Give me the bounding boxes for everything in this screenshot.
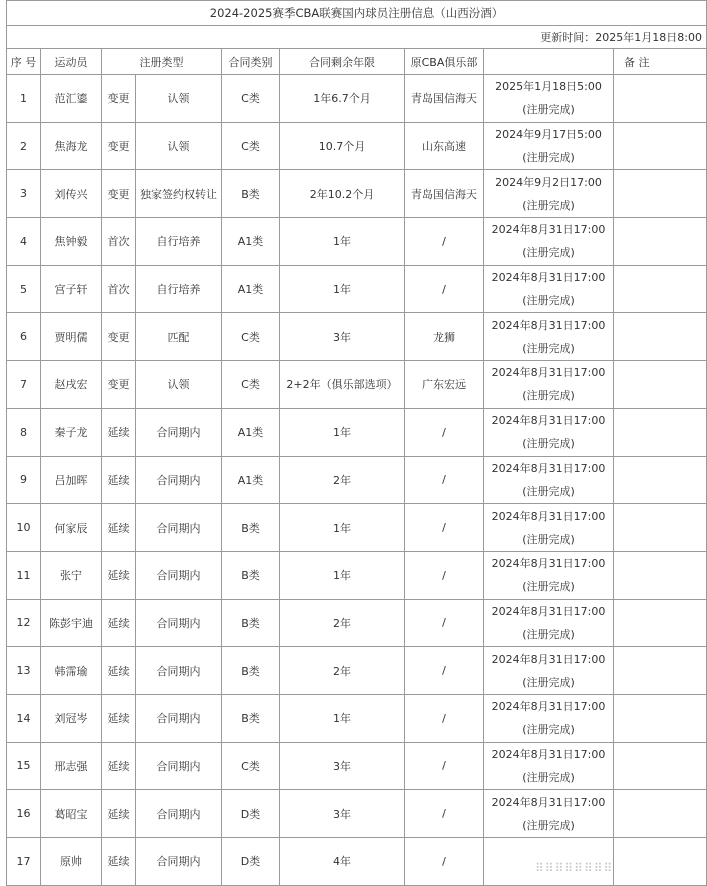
reg-time-text: 2024年8月31日17:00 [491,652,606,666]
reg-time-text: 2024年8月31日17:00 [491,700,606,714]
reg-status-text: (注册完成) [522,294,575,308]
reg-status-text: (注册完成) [522,341,575,355]
cell-player: 秦子龙 [41,408,102,456]
cell-no: 4 [7,218,41,266]
header-row [7,49,707,75]
cell-player: 吕加晖 [41,456,102,504]
cell-note [614,599,707,647]
cell-remaining: 4年 [280,838,405,886]
cell-player: 贾明儒 [41,313,102,361]
header-former-club: 原CBA俱乐部 [405,49,484,75]
cell-reg-subtype: 认领 [136,75,222,123]
cell-remaining: 3年 [280,742,405,790]
update-time: 更新时间：2025年1月18日8:00 [7,26,707,49]
reg-time-text: 2024年9月2日17:00 [495,175,602,189]
table-row [7,313,707,361]
cell-no: 11 [7,551,41,599]
cell-reg-time [484,551,614,599]
title-row [7,1,707,26]
cell-reg-time [484,361,614,409]
cell-reg-subtype: 合同期内 [136,599,222,647]
watermark: ⠿⠿⠿⠿⠿⠿⠿⠿ [535,861,614,875]
registration-table [6,0,707,886]
cell-reg-type: 延续 [102,838,136,886]
cell-reg-subtype: 自行培养 [136,265,222,313]
cell-note [614,694,707,742]
reg-time-text: 2024年9月17日5:00 [495,128,602,142]
cell-player: 焦海龙 [41,122,102,170]
cell-reg-time [484,504,614,552]
cell-former-club: / [405,599,484,647]
reg-status-text: (注册完成) [522,818,575,832]
cell-reg-type: 延续 [102,408,136,456]
cell-contract-class: B类 [222,647,280,695]
cell-reg-type: 变更 [102,170,136,218]
cell-contract-class: C类 [222,361,280,409]
cell-remaining: 1年 [280,504,405,552]
reg-status-text: (注册完成) [522,198,575,212]
header-reg-time [484,49,614,75]
cell-player: 刘冠岑 [41,694,102,742]
cell-reg-time [484,456,614,504]
cell-reg-time [484,599,614,647]
cell-former-club: / [405,790,484,838]
header-note: 备 注 [614,49,707,75]
cell-former-club: / [405,838,484,886]
table-row [7,408,707,456]
reg-status-text: (注册完成) [522,580,575,594]
reg-status-text: (注册完成) [522,103,575,117]
cell-contract-class: B类 [222,551,280,599]
cell-no: 14 [7,694,41,742]
cell-former-club: / [405,218,484,266]
cell-player: 陈彭宇迪 [41,599,102,647]
cell-note [614,790,707,838]
cell-note [614,170,707,218]
reg-time-text: 2024年8月31日17:00 [491,557,606,571]
cell-former-club: 龙狮 [405,313,484,361]
cell-reg-time [484,75,614,123]
cell-former-club: / [405,551,484,599]
cell-remaining: 2年 [280,647,405,695]
cell-reg-subtype: 合同期内 [136,504,222,552]
reg-status-text: (注册完成) [522,246,575,260]
cell-note [614,742,707,790]
cell-reg-type: 延续 [102,647,136,695]
cell-note [614,647,707,695]
table-row [7,122,707,170]
cell-reg-type: 首次 [102,265,136,313]
reg-status-text: (注册完成) [522,627,575,641]
cell-remaining: 3年 [280,313,405,361]
cell-contract-class: C类 [222,313,280,361]
cell-reg-subtype: 自行培养 [136,218,222,266]
cell-remaining: 1年6.7个月 [280,75,405,123]
cell-reg-type: 变更 [102,361,136,409]
cell-contract-class: D类 [222,838,280,886]
reg-time-text: 2024年8月31日17:00 [491,509,606,523]
cell-reg-type: 延续 [102,504,136,552]
cell-note [614,75,707,123]
cell-note [614,313,707,361]
cell-player: 何家辰 [41,504,102,552]
cell-remaining: 1年 [280,265,405,313]
cell-contract-class: C类 [222,742,280,790]
cell-reg-type: 延续 [102,456,136,504]
cell-player: 韩霈瑜 [41,647,102,695]
reg-status-text: (注册完成) [522,389,575,403]
cell-reg-time [484,790,614,838]
cell-contract-class: B类 [222,599,280,647]
cell-note [614,551,707,599]
table-title: 2024-2025赛季CBA联赛国内球员注册信息（山西汾酒） [7,1,707,26]
cell-reg-type: 延续 [102,599,136,647]
cell-former-club: / [405,456,484,504]
reg-time-text: 2025年1月18日5:00 [495,80,602,94]
cell-reg-time [484,122,614,170]
cell-player: 邢志强 [41,742,102,790]
cell-reg-subtype: 合同期内 [136,790,222,838]
cell-player: 葛昭宝 [41,790,102,838]
cell-reg-subtype: 合同期内 [136,551,222,599]
cell-reg-subtype: 合同期内 [136,456,222,504]
cell-remaining: 2年10.2个月 [280,170,405,218]
cell-remaining: 3年 [280,790,405,838]
cell-remaining: 1年 [280,694,405,742]
cell-remaining: 1年 [280,218,405,266]
cell-former-club: 山东高速 [405,122,484,170]
cell-reg-time [484,313,614,361]
cell-no: 2 [7,122,41,170]
table-row [7,170,707,218]
cell-contract-class: A1类 [222,456,280,504]
cell-former-club: / [405,265,484,313]
cell-reg-time [484,742,614,790]
reg-status-text: (注册完成) [522,723,575,737]
registration-sheet [6,0,706,886]
reg-status-text: (注册完成) [522,675,575,689]
reg-status-text: (注册完成) [522,151,575,165]
cell-note [614,456,707,504]
table-row [7,75,707,123]
reg-status-text: (注册完成) [522,532,575,546]
cell-contract-class: A1类 [222,218,280,266]
reg-time-text: 2024年8月31日17:00 [491,414,606,428]
table-row [7,742,707,790]
header-contract-class: 合同类别 [222,49,280,75]
cell-reg-subtype: 独家签约权转让 [136,170,222,218]
cell-reg-time [484,218,614,266]
cell-reg-type: 变更 [102,75,136,123]
update-row [7,26,707,49]
cell-reg-type: 延续 [102,742,136,790]
cell-former-club: / [405,647,484,695]
cell-note [614,265,707,313]
cell-reg-time [484,647,614,695]
cell-contract-class: B类 [222,504,280,552]
reg-time-text: 2024年8月31日17:00 [491,461,606,475]
cell-player: 赵戌宏 [41,361,102,409]
reg-time-text: 2024年8月31日17:00 [491,604,606,618]
cell-no: 1 [7,75,41,123]
cell-player: 原帅 [41,838,102,886]
cell-reg-subtype: 合同期内 [136,838,222,886]
cell-no: 3 [7,170,41,218]
table-row [7,647,707,695]
cell-note [614,361,707,409]
table-row [7,551,707,599]
cell-contract-class: A1类 [222,265,280,313]
cell-player: 张宁 [41,551,102,599]
header-remaining: 合同剩余年限 [280,49,405,75]
cell-no: 10 [7,504,41,552]
cell-note [614,122,707,170]
cell-reg-subtype: 合同期内 [136,694,222,742]
table-row [7,790,707,838]
cell-no: 9 [7,456,41,504]
table-row [7,361,707,409]
table-row [7,218,707,266]
header-reg-type: 注册类型 [102,49,222,75]
reg-time-text: 2024年8月31日17:00 [491,795,606,809]
cell-reg-time [484,170,614,218]
cell-note [614,408,707,456]
cell-remaining: 2+2年（俱乐部选项） [280,361,405,409]
cell-former-club: / [405,504,484,552]
cell-remaining: 1年 [280,551,405,599]
cell-no: 12 [7,599,41,647]
reg-status-text: (注册完成) [522,770,575,784]
cell-reg-type: 变更 [102,122,136,170]
reg-status-text: (注册完成) [522,437,575,451]
cell-player: 焦钟毅 [41,218,102,266]
cell-no: 13 [7,647,41,695]
reg-time-text: 2024年8月31日17:00 [491,366,606,380]
cell-no: 5 [7,265,41,313]
table-row [7,694,707,742]
cell-contract-class: B类 [222,694,280,742]
cell-reg-type: 延续 [102,551,136,599]
cell-remaining: 2年 [280,456,405,504]
cell-reg-type: 延续 [102,694,136,742]
cell-reg-subtype: 认领 [136,361,222,409]
cell-reg-subtype: 合同期内 [136,647,222,695]
cell-reg-subtype: 合同期内 [136,408,222,456]
cell-no: 15 [7,742,41,790]
cell-remaining: 1年 [280,408,405,456]
reg-time-text: 2024年8月31日17:00 [491,747,606,761]
cell-no: 17 [7,838,41,886]
cell-reg-time [484,694,614,742]
table-row [7,504,707,552]
cell-no: 16 [7,790,41,838]
cell-note [614,504,707,552]
table-row [7,265,707,313]
cell-former-club: / [405,742,484,790]
cell-former-club: / [405,408,484,456]
cell-note [614,838,707,886]
header-player: 运动员 [41,49,102,75]
cell-former-club: / [405,694,484,742]
cell-reg-subtype: 匹配 [136,313,222,361]
cell-contract-class: C类 [222,75,280,123]
reg-time-text: 2024年8月31日17:00 [491,318,606,332]
cell-player: 刘传兴 [41,170,102,218]
cell-no: 8 [7,408,41,456]
cell-contract-class: A1类 [222,408,280,456]
cell-contract-class: D类 [222,790,280,838]
cell-reg-type: 变更 [102,313,136,361]
cell-former-club: 青岛国信海天 [405,170,484,218]
cell-former-club: 广东宏远 [405,361,484,409]
cell-reg-time [484,408,614,456]
cell-player: 宫子轩 [41,265,102,313]
reg-time-text: 2024年8月31日17:00 [491,223,606,237]
cell-reg-subtype: 认领 [136,122,222,170]
cell-remaining: 10.7个月 [280,122,405,170]
cell-reg-subtype: 合同期内 [136,742,222,790]
cell-reg-time [484,265,614,313]
cell-no: 6 [7,313,41,361]
cell-reg-type: 延续 [102,790,136,838]
cell-contract-class: C类 [222,122,280,170]
reg-time-text: 2024年8月31日17:00 [491,271,606,285]
cell-note [614,218,707,266]
table-row [7,456,707,504]
reg-status-text: (注册完成) [522,484,575,498]
table-row [7,599,707,647]
cell-no: 7 [7,361,41,409]
cell-reg-type: 首次 [102,218,136,266]
cell-remaining: 2年 [280,599,405,647]
cell-former-club: 青岛国信海天 [405,75,484,123]
cell-player: 范汇鎏 [41,75,102,123]
cell-contract-class: B类 [222,170,280,218]
header-no: 序 号 [7,49,41,75]
